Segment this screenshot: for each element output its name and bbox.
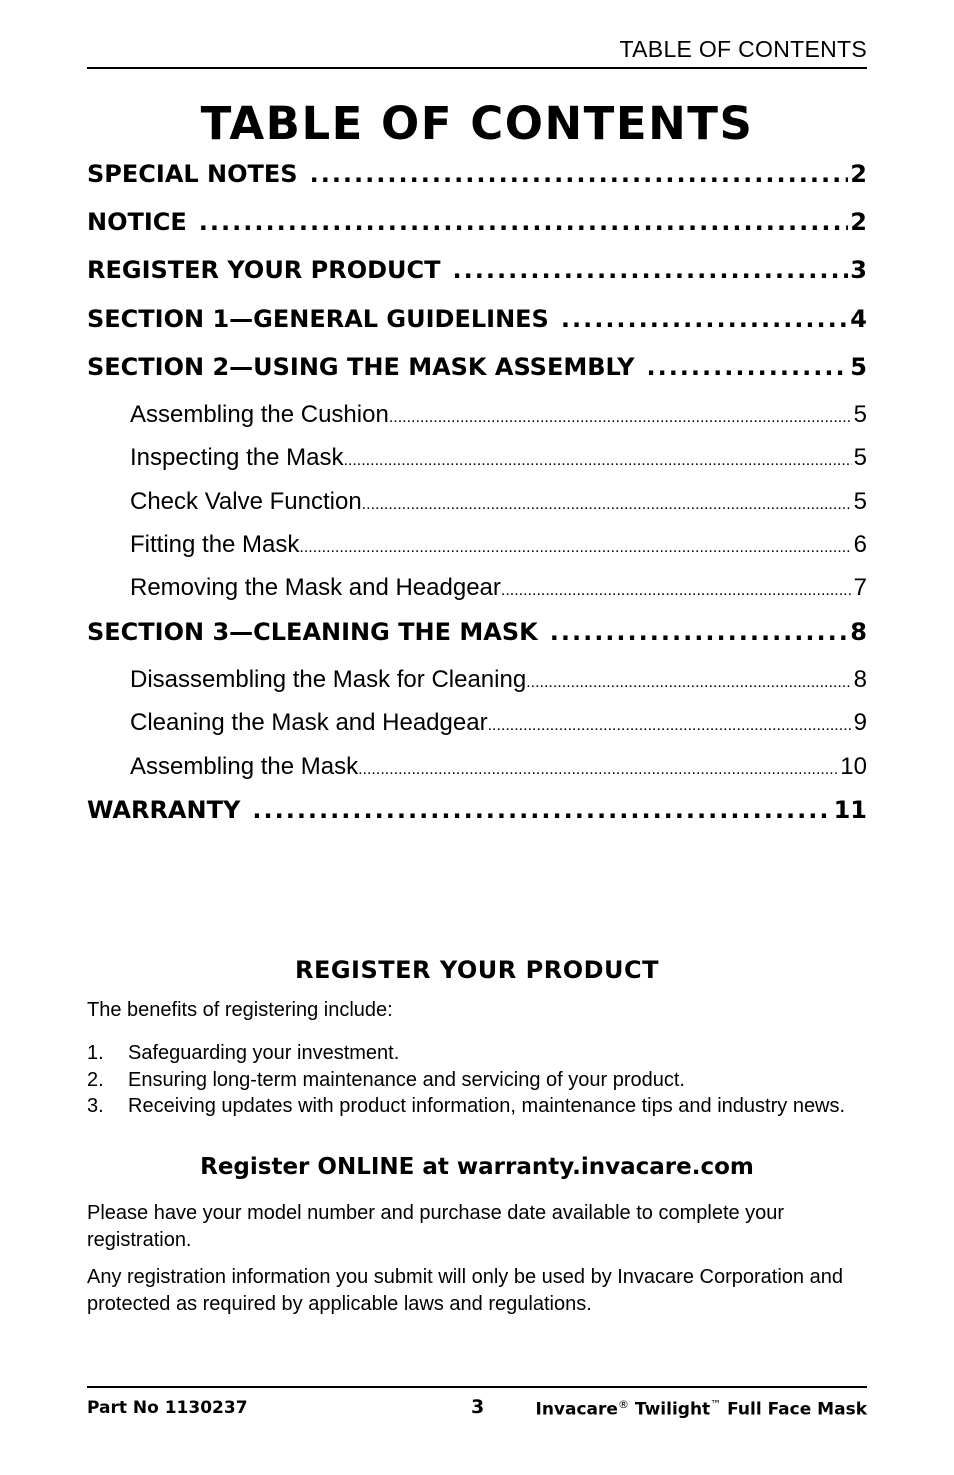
toc-dot-leader bbox=[646, 351, 848, 383]
toc-dot-leader bbox=[389, 402, 852, 431]
toc-entry-title: Check Valve Function bbox=[130, 488, 362, 515]
toc-entry[interactable] bbox=[87, 254, 867, 286]
document-page bbox=[87, 0, 867, 1475]
toc-dot-leader bbox=[561, 303, 848, 335]
part-number: Part No 1130237 bbox=[87, 1398, 248, 1418]
list-item-text: Safeguarding your investment. bbox=[128, 1042, 400, 1064]
toc-entry[interactable] bbox=[87, 158, 867, 190]
toc-entry[interactable] bbox=[87, 572, 867, 604]
register-online-link[interactable]: Register ONLINE at warranty.invacare.com bbox=[200, 1154, 754, 1180]
registered-mark: ® bbox=[617, 1398, 629, 1411]
toc-entry-page: 2 bbox=[850, 160, 867, 188]
toc-entry-title: Assembling the Mask bbox=[130, 753, 359, 780]
running-header: TABLE OF CONTENTS bbox=[619, 36, 867, 62]
toc-entry-title: SECTION 1—GENERAL GUIDELINES bbox=[87, 305, 549, 333]
toc-entry-title: SECTION 3—CLEANING THE MASK bbox=[87, 618, 538, 646]
list-item-number: 3. bbox=[87, 1095, 104, 1117]
list-item-number: 2. bbox=[87, 1068, 104, 1091]
toc-entry-page: 6 bbox=[853, 531, 867, 558]
toc-entry-title: Inspecting the Mask bbox=[130, 444, 344, 471]
toc-entry-title: NOTICE bbox=[87, 208, 187, 236]
toc-dot-leader bbox=[550, 616, 849, 648]
toc-dot-leader bbox=[252, 794, 831, 826]
benefits-intro: The benefits of registering include: bbox=[87, 999, 393, 1021]
toc-entry-title: WARRANTY bbox=[87, 796, 241, 824]
list-item bbox=[87, 1067, 867, 1094]
footer-rule bbox=[87, 1386, 867, 1388]
product-type: Full Face Mask bbox=[727, 1399, 867, 1420]
toc-entry-page: 10 bbox=[840, 753, 867, 780]
trademark-mark: ™ bbox=[710, 1398, 722, 1411]
list-item bbox=[87, 1040, 867, 1067]
toc-dot-leader bbox=[453, 254, 849, 286]
page-footer bbox=[87, 1398, 867, 1422]
toc-entry-page: 5 bbox=[853, 444, 867, 471]
toc-entry[interactable] bbox=[87, 616, 867, 648]
toc-entry[interactable] bbox=[87, 351, 867, 383]
toc-entry-title: Removing the Mask and Headgear bbox=[130, 574, 501, 601]
toc-entry-page: 5 bbox=[850, 353, 867, 381]
toc-entry-title: Assembling the Cushion bbox=[130, 401, 389, 428]
toc-dot-leader bbox=[488, 710, 852, 739]
toc-entry[interactable] bbox=[87, 529, 867, 561]
toc-entry-page: 11 bbox=[833, 796, 867, 824]
toc-entry-page: 3 bbox=[850, 256, 867, 284]
register-heading: REGISTER YOUR PRODUCT bbox=[294, 956, 659, 984]
toc-dot-leader bbox=[299, 532, 851, 561]
toc-entry[interactable] bbox=[87, 707, 867, 739]
toc-entry[interactable] bbox=[87, 206, 867, 238]
product-model: Twilight bbox=[634, 1399, 711, 1420]
toc-entry[interactable] bbox=[87, 303, 867, 335]
toc-dot-leader bbox=[526, 667, 851, 696]
registration-instructions: Please have your model number and purchase date available to complete your registration. bbox=[87, 1202, 785, 1251]
toc-dot-leader bbox=[310, 158, 849, 190]
toc-entry-title: SECTION 2—USING THE MASK ASSEMBLY bbox=[87, 353, 635, 381]
toc-entry-title: SPECIAL NOTES bbox=[87, 160, 298, 188]
toc-entry-title: Cleaning the Mask and Headgear bbox=[130, 709, 488, 736]
page-title: TABLE OF CONTENTS bbox=[200, 97, 754, 150]
toc-entry-page: 8 bbox=[850, 618, 867, 646]
privacy-statement: Any registration information you submit will only be used by Invacare Corporation and protected as required by applicable laws and regulations. bbox=[87, 1266, 843, 1315]
toc-entry-page: 2 bbox=[850, 208, 867, 236]
toc-dot-leader bbox=[199, 206, 849, 238]
toc-entry-title: Fitting the Mask bbox=[130, 531, 300, 558]
toc-entry-title: Disassembling the Mask for Cleaning bbox=[130, 666, 527, 693]
brand-name: Invacare bbox=[535, 1399, 618, 1420]
toc-dot-leader bbox=[501, 575, 852, 604]
toc-dot-leader bbox=[343, 445, 851, 474]
list-item-text: Receiving updates with product information, maintenance tips and industry news. bbox=[128, 1095, 846, 1117]
toc-entry[interactable] bbox=[87, 442, 867, 474]
toc-entry-page: 5 bbox=[853, 488, 867, 515]
toc-entry-page: 5 bbox=[853, 401, 867, 428]
header-rule bbox=[87, 67, 867, 69]
toc-entry-page: 9 bbox=[853, 709, 867, 736]
toc-entry-page: 7 bbox=[853, 574, 867, 601]
list-item-number: 1. bbox=[87, 1042, 104, 1064]
toc-entry[interactable] bbox=[87, 794, 867, 826]
toc-entry[interactable] bbox=[87, 486, 867, 518]
toc-entry[interactable] bbox=[87, 664, 867, 696]
benefits-list bbox=[87, 1040, 867, 1120]
product-name bbox=[536, 1398, 868, 1420]
toc-entry[interactable] bbox=[87, 399, 867, 431]
toc-dot-leader bbox=[358, 754, 838, 783]
toc-entry-page: 8 bbox=[853, 666, 867, 693]
page-number: 3 bbox=[471, 1396, 485, 1418]
toc-entry[interactable] bbox=[87, 751, 867, 783]
toc-entry-title: REGISTER YOUR PRODUCT bbox=[87, 256, 441, 284]
list-item-text: Ensuring long-term maintenance and servicing of your product. bbox=[128, 1068, 685, 1091]
toc-entry-page: 4 bbox=[850, 305, 867, 333]
list-item bbox=[87, 1093, 867, 1120]
toc-dot-leader bbox=[362, 489, 852, 518]
